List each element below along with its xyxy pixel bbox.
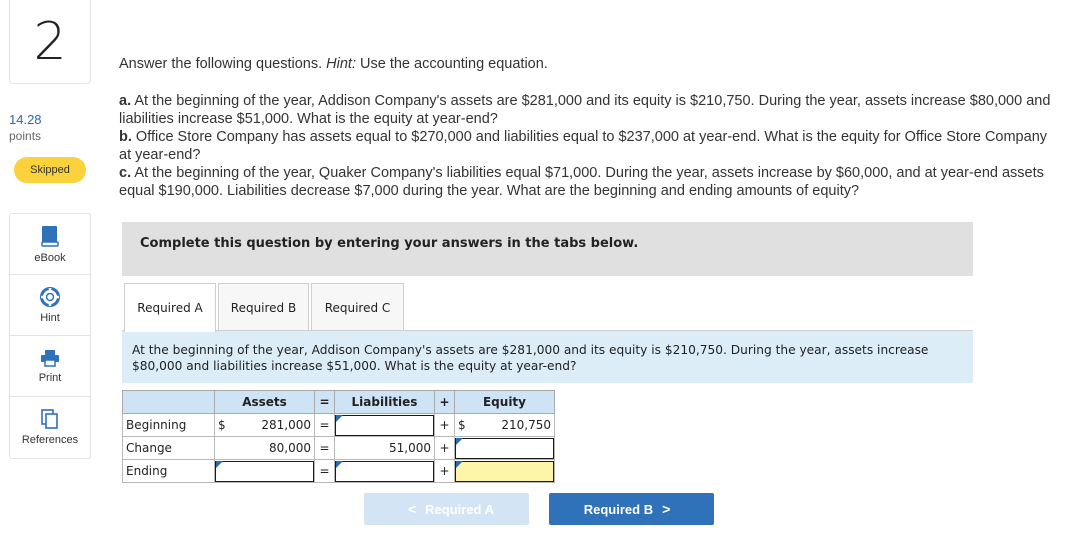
beginning-equity: 210,750 xyxy=(475,414,555,437)
previous-required-button[interactable] xyxy=(364,493,529,525)
sub-question: At the beginning of the year, Addison Company's assets are $281,000 and its equity is $210,750. During the year, assets increase $80,000 and liabilities increase $51,000. What is the equity at year-end? xyxy=(122,331,973,383)
header-plus: + xyxy=(435,391,455,414)
part-c xyxy=(119,164,1059,200)
plus-sign: + xyxy=(435,414,455,437)
part-a xyxy=(119,92,1059,128)
row-label: Beginning xyxy=(123,414,215,437)
instructions-text: Answer the following questions. xyxy=(119,56,327,72)
banner-text: Complete this question by entering your answers in the tabs below. xyxy=(140,236,639,251)
points-value: 14.28 xyxy=(9,112,42,127)
chevron-left-icon: < xyxy=(407,501,417,517)
row-label: Ending xyxy=(123,460,215,483)
part-text: At the beginning of the year, Quaker Company's liabilities equal $71,000. During the year, assets increase by $60,000, and at year-end assets equal $190,000. Liabilities decrease $7,000 during the year. What are the beginning and ending amounts of equity? xyxy=(119,165,1044,199)
accounting-equation-table xyxy=(122,390,555,483)
hint-button[interactable] xyxy=(10,275,90,336)
chevron-right-icon: > xyxy=(662,501,671,517)
beginning-liabilities-input[interactable] xyxy=(335,415,434,436)
change-equity-cell xyxy=(455,437,555,460)
ending-assets-input[interactable] xyxy=(215,461,314,482)
table-header-row xyxy=(123,391,555,414)
part-b xyxy=(119,128,1059,164)
hint-label: Hint xyxy=(40,311,60,324)
tab-bar xyxy=(124,283,406,331)
ending-equity-input[interactable] xyxy=(455,461,554,482)
tab-required-c[interactable]: Required C xyxy=(311,283,404,331)
ending-liabilities-input[interactable] xyxy=(335,461,434,482)
ebook-button[interactable] xyxy=(10,214,90,275)
equals-sign: = xyxy=(315,437,335,460)
table-row-change xyxy=(123,437,555,460)
hint-prefix: Hint: xyxy=(326,56,356,72)
instruction-banner xyxy=(122,222,973,276)
next-label: Required B xyxy=(583,501,654,517)
references-button[interactable] xyxy=(10,397,90,458)
plus-sign: + xyxy=(435,437,455,460)
part-letter: c. xyxy=(119,165,132,181)
references-label: References xyxy=(21,434,79,446)
change-liabilities: 51,000 xyxy=(335,437,435,460)
assets-dollar: $ xyxy=(215,414,235,437)
question-text xyxy=(119,92,1059,200)
print-label: Print xyxy=(38,371,62,384)
part-letter: b. xyxy=(119,129,132,145)
plus-sign: + xyxy=(435,460,455,483)
print-button[interactable] xyxy=(10,336,90,397)
equals-sign: = xyxy=(315,414,335,437)
part-text: Office Store Company has assets equal to $270,000 and liabilities equal to $237,000 at year-end. What is the equity for Office Store Company at year-end? xyxy=(119,129,1048,163)
ebook-label: eBook xyxy=(34,251,66,264)
tools-panel xyxy=(9,213,91,459)
tab-required-b[interactable]: Required B xyxy=(218,283,309,331)
book-icon xyxy=(41,225,59,247)
change-assets: 80,000 xyxy=(235,437,315,460)
ending-assets-cell xyxy=(215,460,315,483)
header-liabilities: Liabilities xyxy=(335,391,435,414)
table-row-ending xyxy=(123,460,555,483)
status-badge: Skipped xyxy=(14,157,86,183)
header-assets: Assets xyxy=(215,391,315,414)
lifebuoy-icon xyxy=(40,287,60,307)
question-number: 2 xyxy=(33,11,67,72)
instructions xyxy=(119,56,548,72)
printer-icon xyxy=(40,349,60,367)
tab-required-a[interactable]: Required A xyxy=(124,283,216,332)
part-letter: a. xyxy=(119,93,132,109)
beginning-liabilities-cell xyxy=(335,414,435,437)
next-required-button[interactable] xyxy=(549,493,714,525)
ending-liabilities-cell xyxy=(335,460,435,483)
header-blank xyxy=(123,391,215,414)
equals-sign: = xyxy=(315,460,335,483)
assets-dollar xyxy=(215,437,235,460)
previous-label: Required A xyxy=(425,501,495,517)
equity-dollar: $ xyxy=(455,414,475,437)
row-label: Change xyxy=(123,437,215,460)
documents-icon xyxy=(41,409,59,429)
hint-text: Use the accounting equation. xyxy=(355,56,548,72)
table-row-beginning xyxy=(123,414,555,437)
beginning-assets: 281,000 xyxy=(235,414,315,437)
points-label: points xyxy=(9,129,42,143)
header-equity: Equity xyxy=(455,391,555,414)
ending-equity-cell xyxy=(455,460,555,483)
part-text: At the beginning of the year, Addison Company's assets are $281,000 and its equity is $210,750. During the year, assets increase $80,000 and liabilities increase $51,000. What is the equity at year-end? xyxy=(119,93,1051,127)
change-equity-input[interactable] xyxy=(455,438,554,459)
question-number-box xyxy=(9,0,91,84)
header-equals: = xyxy=(315,391,335,414)
